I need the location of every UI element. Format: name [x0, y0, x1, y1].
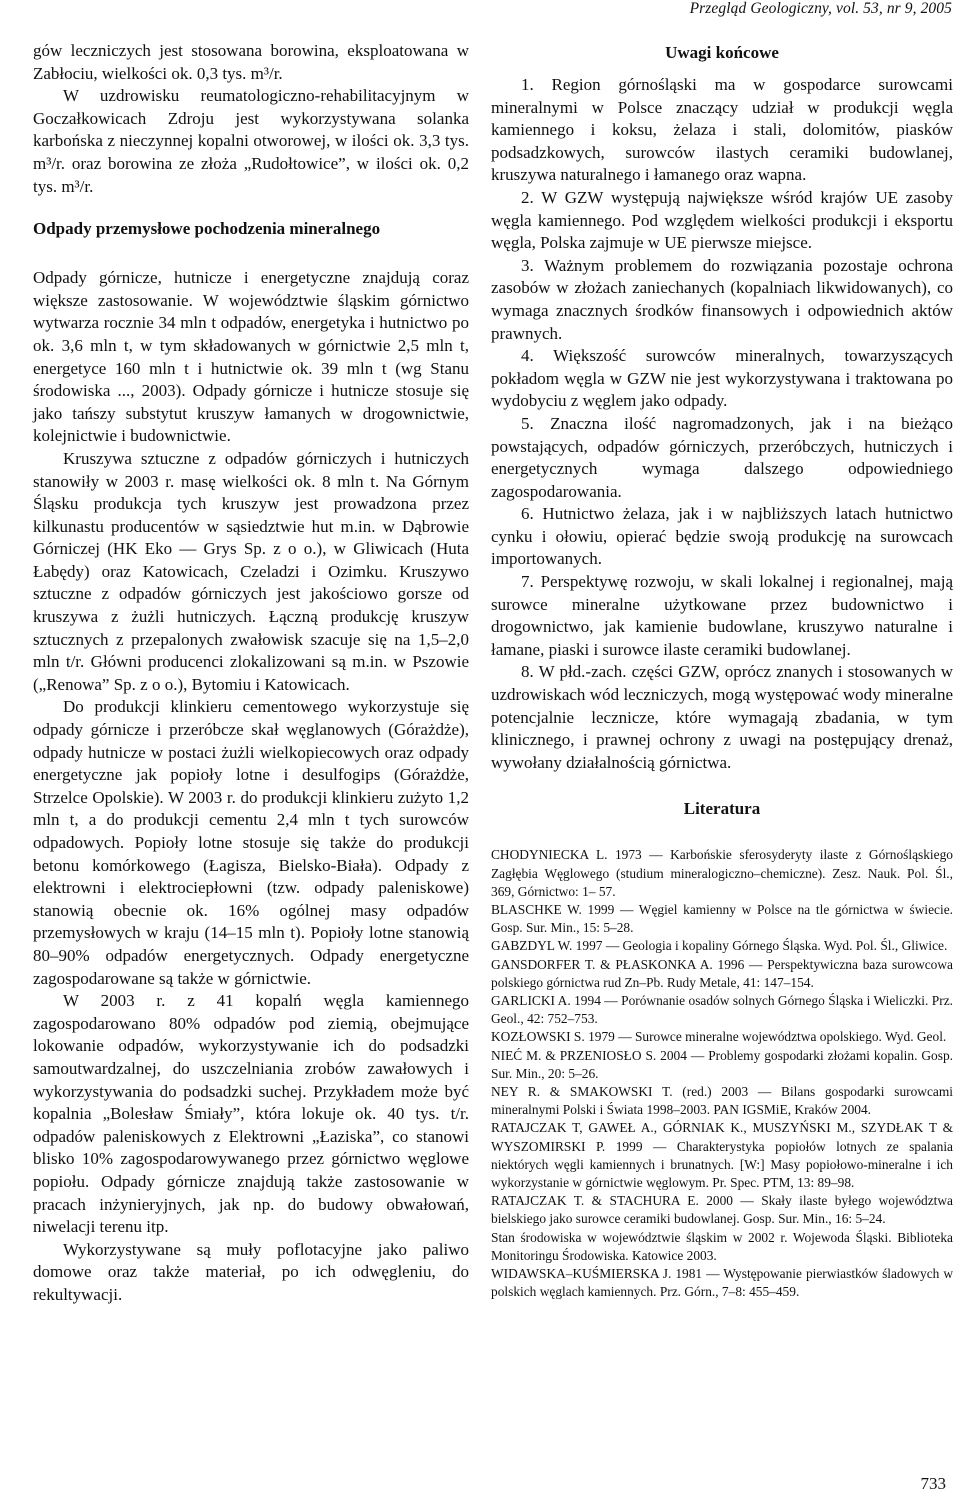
- page-number: 733: [920, 1474, 946, 1493]
- reference-item: RATAJCZAK T. & STACHURA E. 2000 — Skały ilaste byłego województwa bielskiego jako surowce ceramiki budowlanej. Gosp. Sur. Min., 16: 5–24.: [491, 1193, 953, 1227]
- conclusion-item: 8. W płd.-zach. części GZW, oprócz znanych i stosowanych w uzdrowiskach wód leczniczych, mogą występować wody mineralne potencjalnie lecznicze, które wymagają zbadania, w tym klinicznego, i prawnej ochrony z uwagi na postępujący drenaż, wywołany działalnością górnictwa.: [491, 662, 953, 772]
- paragraph: Do produkcji klinkieru cementowego wykorzystuje się odpady górnicze i przeróbcze skał węglanowych (Górażdże), odpady hutnicze w postaci żużli wielkopiecowych oraz odpady energetyczne jak popioły lotne i desulfogips (Górażdże, Strzelce Opolskie). W 2003 r. do produkcji klinkieru zużyto 1,2 mln t, a do produkcji cementu 2,4 mln t tych surowców odpadowych. Popioły lotne stosuje się także do produkcji betonu komórkowego (Łagisza, Bielsko-Biała). Odpady z elektrowni i elektrociepłowni (tzw. odpady paleniskowe) stanowią obecnie ok. 16% ogólnej masy odpadów przemysłowych w kraju (14–15 mln t). Popioły lotne stanowią 80–90% odpadów energetycznych. Odpady energetyczne zagospodarowane są także w górnictwie.: [33, 697, 469, 988]
- reference-item: Stan środowiska w województwie śląskim w 2002 r. Wojewoda Śląski. Biblioteka Monitoringu Środowiska. Katowice 2003.: [491, 1229, 953, 1263]
- paragraph: Wykorzystywane są muły poflotacyjne jako paliwo domowe oraz także materiał, po ich odwęgleniu, do rekultywacji.: [33, 1239, 469, 1304]
- reference-item: GARLICKI A. 1994 — Porównanie osadów solnych Górnego Śląska i Wieliczki. Prz. Geol., 42: 752–753.: [491, 993, 953, 1027]
- paragraph: Odpady górnicze, hutnicze i energetyczne znajdują coraz większe zastosowanie. W województwie śląskim górnictwo wytwarza rocznie 34 mln t odpadów, energetyka i hutnictwo po ok. 3,6 mln t, w tym składowanych w górnictwie 2,5 mln t, energetyce 160 mln t i hutnictwie ok. 39 mln t (wg Stanu środowiska ..., 2003). Odpady górnicze i hutnicze stosuje się jako tańszy substytut kruszyw łamanych w drogownictwie, kolejnictwie i budownictwie.: [33, 268, 469, 446]
- paragraph: gów leczniczych jest stosowana borowina, eksploatowana w Zabłociu, wielkości ok. 0,3 tys. m³/r.: [33, 41, 469, 83]
- reference-item: KOZŁOWSKI S. 1979 — Surowce mineralne województwa opolskiego. Wyd. Geol.: [491, 1029, 947, 1045]
- conclusion-item: 1. Region górnośląski ma w gospodarce surowcami mineralnymi w Polsce znaczący udział w produkcji węgla kamiennego i koksu, żelaza i stali, dolomitów, piasków podsadzkowych, surowców ilastych ceramiki budowlanej, kruszywa naturalnego i łamanego oraz wapna.: [491, 75, 953, 185]
- reference-item: WIDAWSKA–KUŚMIERSKA J. 1981 — Występowanie pierwiastków śladowych w polskich węglach kamiennych. Prz. Górn., 7–8: 455–459.: [491, 1266, 953, 1300]
- conclusion-item: 6. Hutnictwo żelaza, jak i w najbliższych latach hutnictwo cynku i ołowiu, opierać będzie swoją produkcję na surowcach importowanych.: [491, 504, 953, 569]
- left-column: [33, 40, 469, 1306]
- reference-item: CHODYNIECKA L. 1973 — Karbońskie sferosyderyty ilaste z Górnośląskiego Zagłębia Węglowego (studium mineralogiczno–chemiczne). Zesz. Nauk. Pol. Śl., 369, Górnictwo: 1– 57.: [491, 847, 953, 899]
- conclusion-item: 4. Większość surowców mineralnych, towarzyszących pokładom węgla w GZW nie jest wykorzystywana i traktowana po wydobyciu z węglem jako odpady.: [491, 346, 953, 411]
- paragraph: Kruszywa sztuczne z odpadów górniczych i hutniczych stanowiły w 2003 r. masę wielkości ok. 8 mln t. Na Górnym Śląsku produkcja tych kruszyw jest prowadzona przez kilkunastu producentów w sąsiedztwie hut m.in. w Dąbrowie Górniczej (HK Eko — Grys Sp. z o o.), w Gliwicach (Huta Łabędy) oraz Katowicach, Czeladzi i Ozimku. Kruszywo sztuczne z odpadów górniczych jest jakościowo gorsze od kruszywa z żużli hutniczych. Łączną produkcję kruszyw sztucznych z przepalonych zwałowisk szacuje się na 1,5–2,0 mln t/r. Główni producenci zlokalizowani są m.in. w Pszowie („Renowa” Sp. z o o.), Bytomiu i Katowicach.: [33, 448, 469, 694]
- section-heading-waste: Odpady przemysłowe pochodzenia mineralnego: [33, 219, 381, 239]
- section-heading-conclusions: Uwagi końcowe: [665, 43, 779, 62]
- paragraph: W uzdrowisku reumatologiczno-rehabilitacyjnym w Goczałkowicach Zdroju jest wykorzystywana solanka karbońska z nieczynnej kopalni otworowej, w ilości ok. 3,3 tys. m³/r. oraz borowina ze złoża „Rudołtowice”, w ilości ok. 0,2 tys. m³/r.: [33, 86, 469, 196]
- conclusion-item: 7. Perspektywę rozwoju, w skali lokalnej i regionalnej, mają surowce mineralne użytkowane przez budownictwo i drogownictwo, jak kamienie budowlane, kruszywo naturalne i łamane, piaski i surowce ilaste ceramiki budowlanej.: [491, 572, 953, 659]
- right-column: [491, 40, 953, 1301]
- reference-item: GABZDYL W. 1997 — Geologia i kopaliny Górnego Śląska. Wyd. Pol. Śl., Gliwice.: [491, 938, 948, 954]
- conclusion-item: 5. Znaczna ilość nagromadzonych, jak i na bieżąco powstających, odpadów górniczych, przeróbczych, hutniczych i energetycznych wymaga dalszego odpowiedniego zagospodarowania.: [491, 413, 953, 501]
- reference-item: NIEĆ M. & PRZENIOSŁO S. 2004 — Problemy gospodarki złożami kopalin. Gosp. Sur. Min., 20: 5–26.: [491, 1047, 953, 1081]
- reference-item: RATAJCZAK T, GAWEŁ A., GÓRNIAK K., MUSZYŃSKI M., SZYDŁAK T & WYSZOMIRSKI P. 1999 — Charakterystyka popiołów lotnych ze spalania niektórych węgli kamiennych i brunatnych. [W:] Masy popiołowo-mineralne i ich wykorzystanie w górnictwie węglowym. Pr. Spec. PTM, 13: 89–98.: [491, 1120, 953, 1191]
- reference-list: [491, 846, 953, 1301]
- reference-item: BLASCHKE W. 1999 — Węgiel kamienny w Polsce na tle górnictwa w świecie. Gosp. Sur. Min., 15: 5–28.: [491, 902, 953, 936]
- journal-header: Przegląd Geologiczny, vol. 53, nr 9, 2005: [689, 0, 952, 17]
- paragraph: W 2003 r. z 41 kopalń węgla kamiennego zagospodarowano 80% odpadów pod ziemią, obejmujące lokowanie odpadów, wykorzystywanie ich do podsadzki samoutwardzalnej, do uszczelniania zrobów zawałowych i wykorzystywania do podsadzki suchej. Przykładem może być kopalnia „Bolesław Śmiały”, która lokuje ok. 40 tys. t/r. odpadów paleniskowych z Elektrowni „Łaziska”, co stanowi blisko 10% zagospodarowywanego przez górnictwo węglowe popiołu. Odpady górnicze znajdują także zastosowanie w pracach inżynieryjnych, jak np. do budowy obwałowań, niwelacji terenu itp.: [33, 991, 469, 1237]
- section-heading-references: Literatura: [683, 799, 761, 819]
- conclusion-item: 2. W GZW występują największe wśród krajów UE zasoby węgla kamiennego. Pod względem wielkości produkcji i eksportu węgla, Polska zajmuje w UE pierwsze miejsce.: [491, 187, 953, 253]
- reference-item: GANSDORFER T. & PŁASKONKA A. 1996 — Perspektywiczna baza surowcowa polskiego górnictwa rud Zn–Pb. Rudy Metale, 41: 147–154.: [491, 956, 953, 990]
- conclusion-item: 3. Ważnym problemem do rozwiązania pozostaje ochrona zasobów w złożach zaniechanych (kopalniach likwidowanych), co wymaga znacznych środków finansowych i odpowiednich aktów prawnych.: [491, 255, 953, 343]
- reference-item: NEY R. & SMAKOWSKI T. (red.) 2003 — Bilans gospodarki surowcami mineralnymi Polski i Świata 1998–2003. PAN IGSMiE, Kraków 2004.: [491, 1084, 953, 1118]
